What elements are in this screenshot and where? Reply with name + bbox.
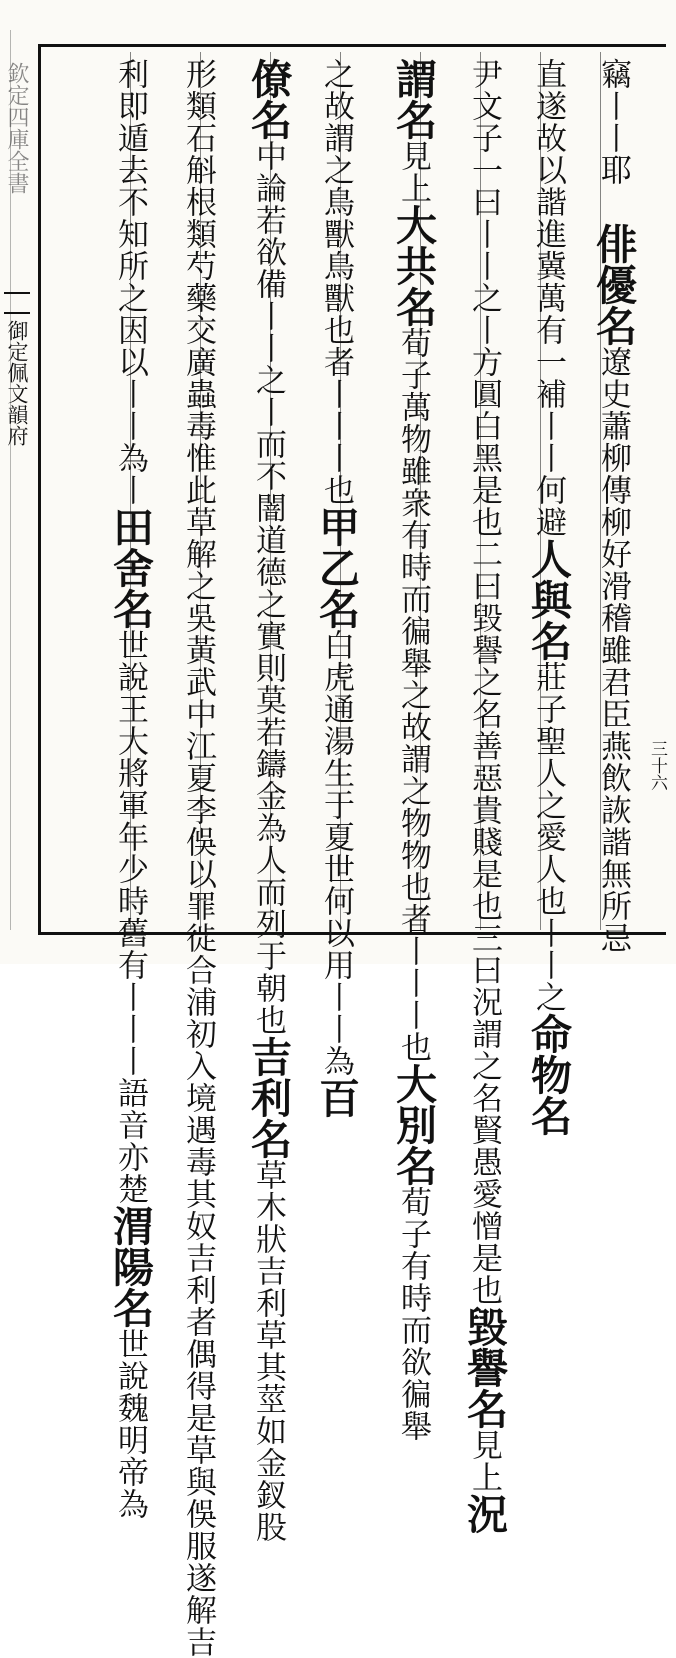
- text-column: [454, 58, 514, 1534]
- entry-text: 形類石斛根類芍藥交廣蟲毒惟此草解之吳黃武中江夏李俁以罪徙合浦初入境遇毒其奴吉利者偶得是草與俁服遂解吉: [180, 58, 216, 1658]
- entry-text: 之故謂之鳥獸鳥獸也者丨丨丨也: [318, 58, 354, 506]
- entry-text: 直遂故以諧進冀萬有一補丨丨何避: [530, 58, 566, 538]
- text-column: [238, 58, 298, 1543]
- entry-headword: 大別名: [389, 1063, 437, 1186]
- entry-headword: 甲乙名: [312, 506, 360, 629]
- entry-headword: 百: [312, 1077, 360, 1118]
- entry-headword: 況: [460, 1493, 508, 1534]
- entry-text: 白虎通湯生于夏世何以用丨丨為: [318, 629, 354, 1077]
- text-column: [100, 58, 160, 1520]
- entry-text: 中論若欲備丨丨之丨而不闇道德之實則莫若鑄金為人而列于朝也: [250, 140, 286, 1036]
- entry-text: 荀子萬物雖衆有時而徧舉之故謂之物物也者丨丨丨也: [395, 327, 431, 1063]
- margin-header: 欽定四庫全書: [4, 62, 29, 194]
- entry-headword: 大共名: [389, 204, 437, 327]
- entry-text: 尹文子一曰丨丨之丨方圓白黑是也二曰毀譽之名善惡貴賤是也三曰況謂之名賢愚愛憎是也: [466, 58, 502, 1306]
- entry-text: 世說王大將軍年少時舊有丨丨丨語音亦楚: [112, 629, 148, 1205]
- page-number: 三十六: [647, 740, 667, 791]
- book-title: 御定佩文韻府: [5, 320, 29, 446]
- entry-text: 見上: [395, 140, 431, 204]
- page-frame-left: [38, 44, 41, 935]
- entry-headword: 謂名: [389, 58, 437, 140]
- entry-text: 利即遁去不知所之因以丨丨為丨: [112, 58, 148, 506]
- entry-headword: 毀譽名: [460, 1306, 508, 1429]
- text-column: [383, 58, 443, 1442]
- entry-text: 世說魏明帝為: [112, 1328, 148, 1520]
- entry-text: 遼史蕭柳傳柳好滑稽雖君臣燕飲詼諧無所忌: [595, 346, 631, 954]
- fishtail-mark-icon: [4, 292, 30, 314]
- text-column: [583, 58, 643, 954]
- entry-text: 莊子聖人之愛人也丨丨之: [530, 661, 566, 1013]
- entry-text: 荀子有時而欲徧舉: [395, 1186, 431, 1442]
- entry-headword: 渭陽名: [106, 1205, 154, 1328]
- entry-headword: 命物名: [524, 1013, 572, 1136]
- page-frame-top: [38, 44, 666, 47]
- entry-text: 見上: [466, 1429, 502, 1493]
- entry-headword: 僚名: [244, 58, 292, 140]
- entry-headword: 吉利名: [244, 1036, 292, 1159]
- text-column: [306, 58, 366, 1118]
- text-column: [518, 58, 578, 1136]
- entry-text: 竊丨丨耶: [595, 58, 631, 223]
- text-column: [168, 58, 228, 1658]
- entry-headword: 田舍名: [106, 506, 154, 629]
- entry-headword: 人與名: [524, 538, 572, 661]
- entry-text: 草木狀吉利草其莖如金釵股: [250, 1159, 286, 1543]
- entry-headword: 俳優名: [589, 223, 637, 346]
